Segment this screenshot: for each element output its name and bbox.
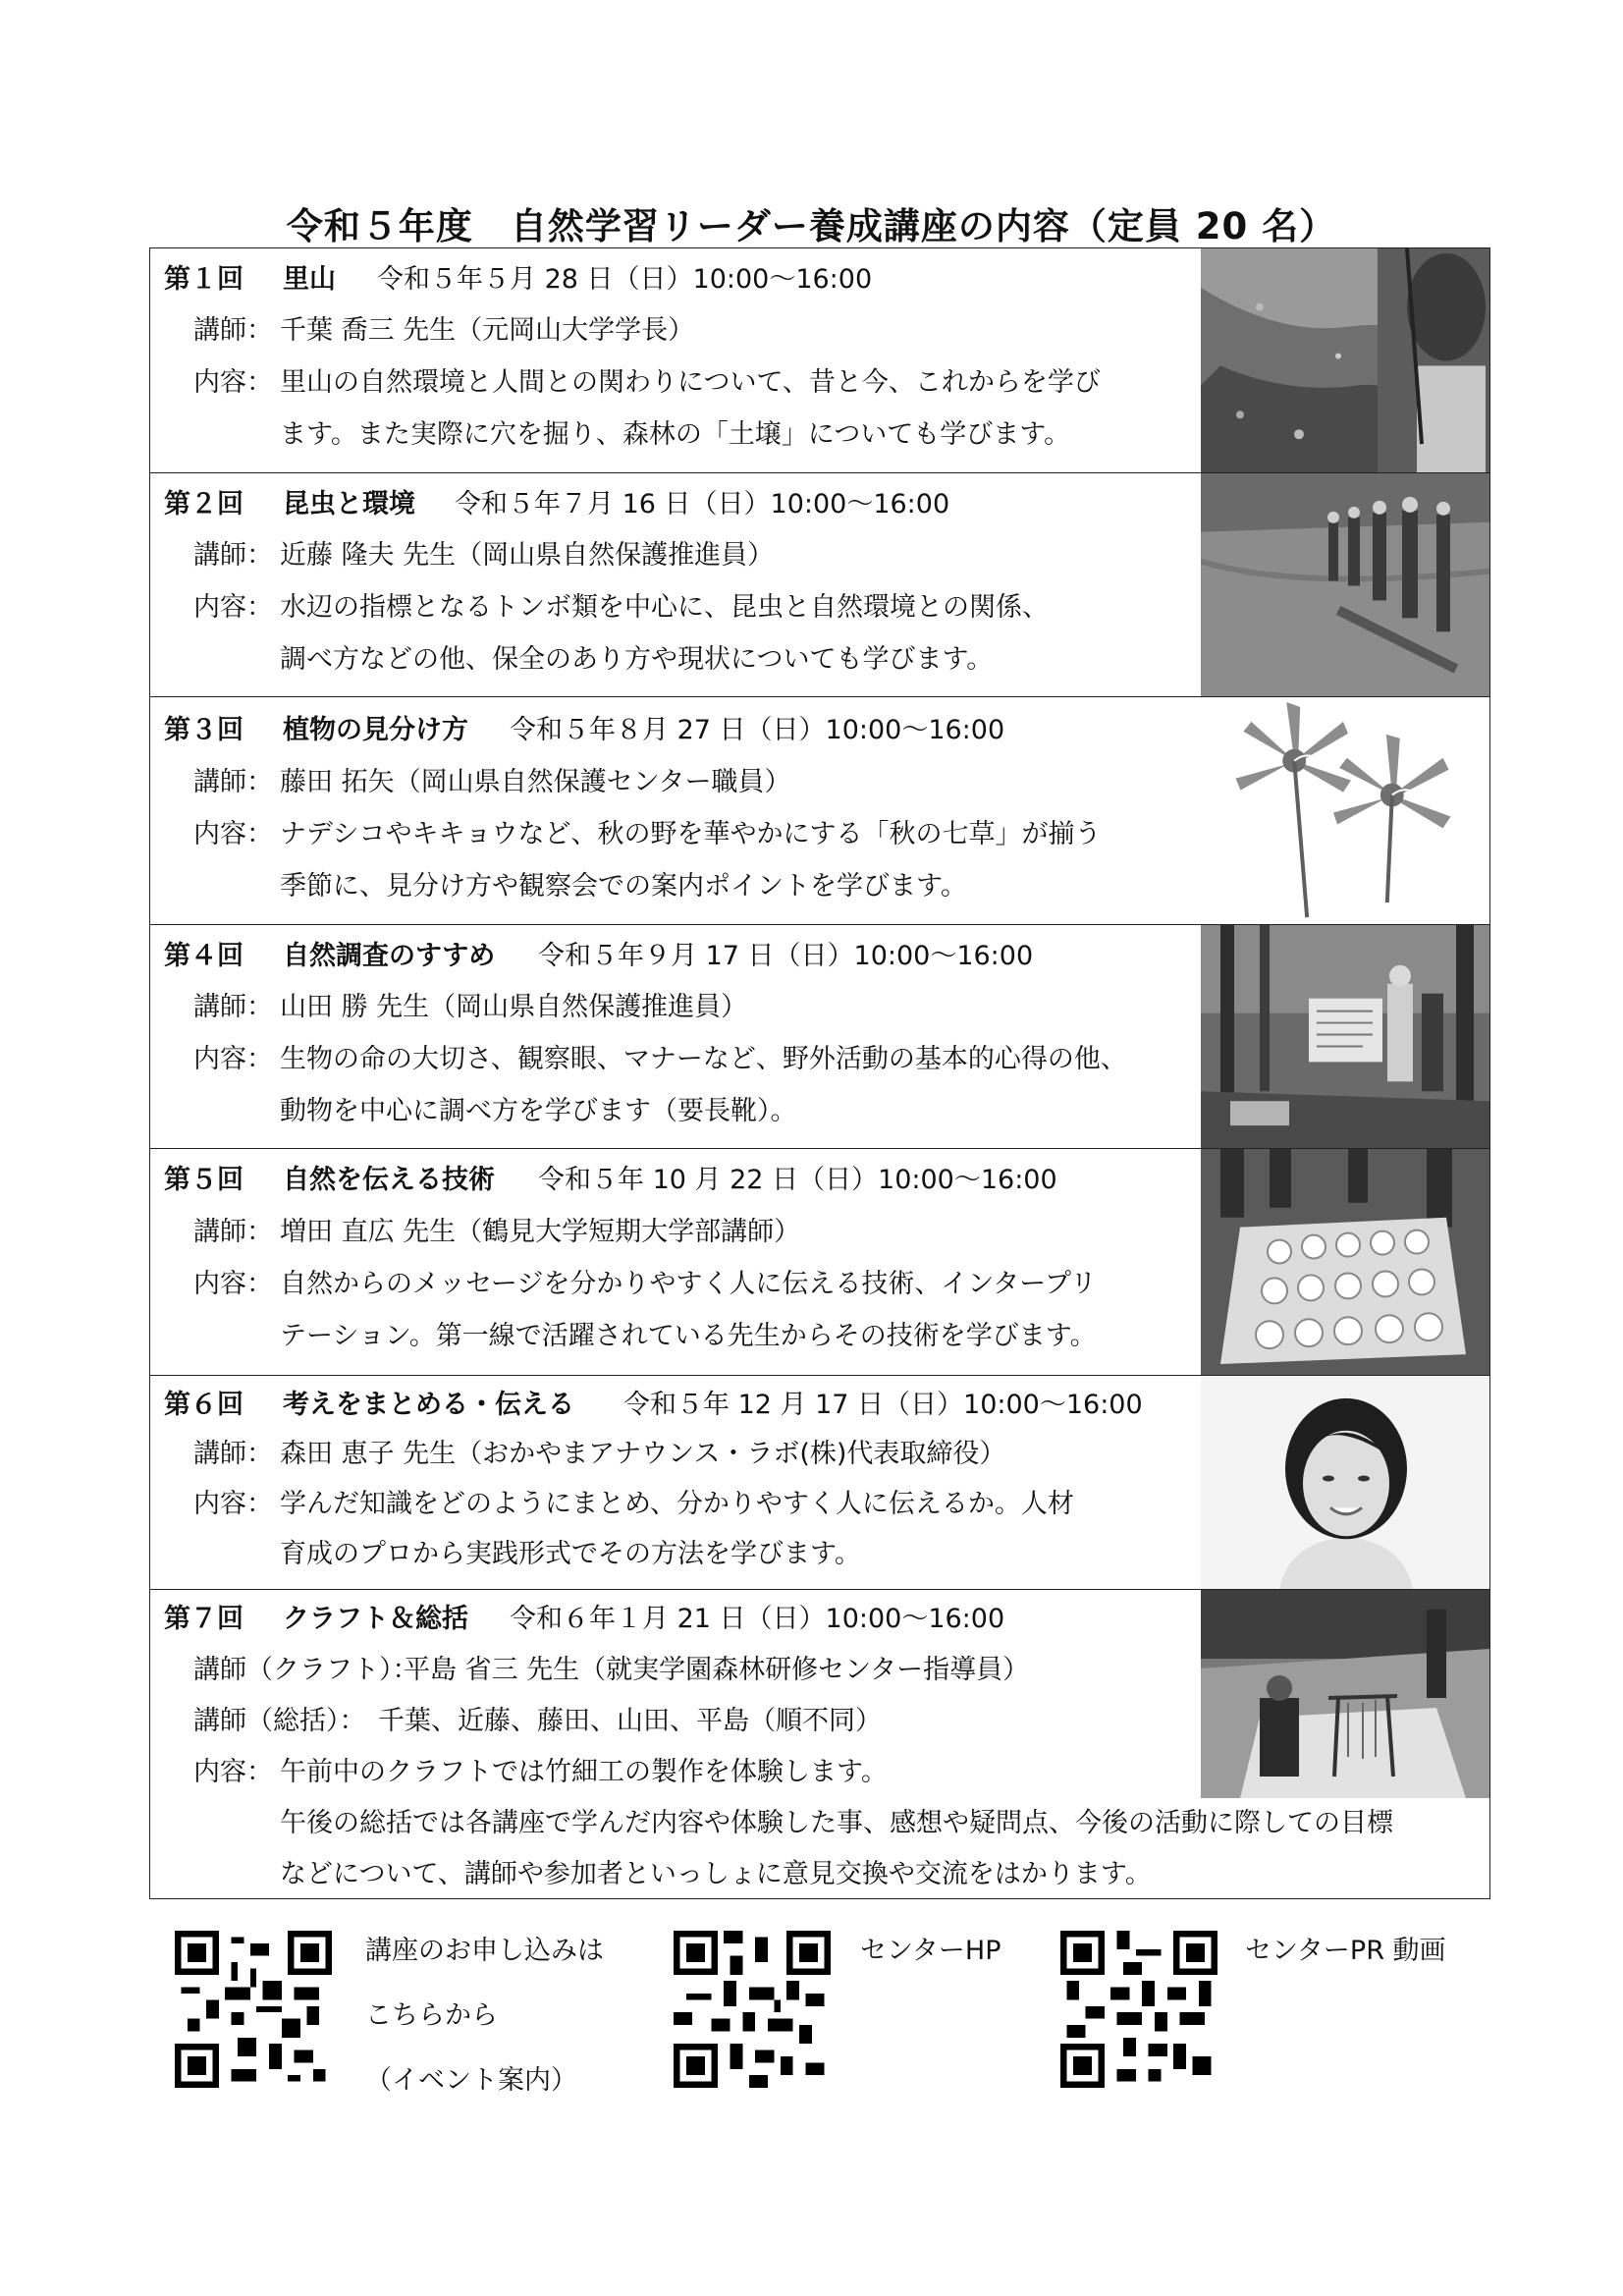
session-theme: 自然調査のすすめ — [283, 941, 496, 971]
line-text: 千葉 喬三 先生（元岡山大学学長） — [280, 315, 695, 346]
line-text: 午後の総括では各講座で学んだ内容や体験した事、感想や疑問点、今後の活動に際しての目標 — [280, 1808, 1393, 1838]
session-date: 令和５年 10 月 22 日（日）10:00～16:00 — [538, 1165, 1057, 1195]
session-3 — [150, 697, 1489, 925]
line-text: 育成のプロから実践形式でその方法を学びます。 — [280, 1539, 861, 1569]
session-theme: 考えをまとめる・伝える — [283, 1390, 574, 1420]
session-5 — [150, 1149, 1489, 1376]
line-label: 講師： — [193, 1439, 273, 1469]
sheet-with-plates-photo — [1201, 1149, 1489, 1375]
qr-label-line: 講座のお申し込みは — [365, 1936, 604, 1966]
line-text: 増田 直広 先生（鶴見大学短期大学部講師） — [280, 1217, 801, 1247]
qr-label-line: センターHP — [860, 1936, 1001, 1966]
line-label: 講師（総括）： — [193, 1706, 366, 1736]
line-label: 内容： — [193, 1489, 273, 1519]
qr-label-line: センターPR 動画 — [1245, 1936, 1446, 1966]
line-text: 山田 勝 先生（岡山県自然保護推進員） — [280, 992, 748, 1022]
qr-code-registration[interactable] — [175, 1931, 332, 2088]
line-text: 午前中のクラフトでは竹細工の製作を体験します。 — [280, 1757, 888, 1787]
line-text: 生物の命の大切さ、観察眼、マナーなど、野外活動の基本的心得の他、 — [280, 1044, 1127, 1074]
session-theme: 里山 — [283, 264, 336, 295]
session-number: 第２回 — [164, 489, 243, 519]
session-theme: クラフト＆総括 — [283, 1604, 468, 1634]
session-theme: 昆虫と環境 — [283, 489, 415, 519]
line-text: 平島 省三 先生（就実学園森林研修センター指導員） — [404, 1655, 1030, 1685]
line-text: 季節に、見分け方や観察会での案内ポイントを学びます。 — [280, 871, 967, 902]
session-number: 第５回 — [164, 1165, 243, 1195]
session-number: 第６回 — [164, 1390, 243, 1420]
line-text: 調べ方などの他、保全のあり方や現状についても学びます。 — [280, 644, 994, 675]
soil-digging-photo — [1201, 248, 1489, 472]
line-text: 里山の自然環境と人間との関わりについて、昔と今、これからを学び — [280, 367, 1101, 398]
line-label: 講師： — [193, 540, 273, 571]
nadeshiko-flower-illustration — [1201, 697, 1489, 924]
line-label: 講師（クラフト）： — [193, 1655, 419, 1685]
line-text: 学んだ知識をどのようにまとめ、分かりやすく人に伝えるか。人材 — [280, 1489, 1074, 1519]
qr-label-registration — [365, 1919, 604, 2113]
line-text: 藤田 拓矢（岡山県自然保護センター職員） — [280, 767, 791, 797]
line-text: テーション。第一線で活躍されている先生からその技術を学びます。 — [280, 1321, 1097, 1351]
line-text: 動物を中心に調べ方を学びます（要長靴）。 — [280, 1096, 797, 1126]
line-text: 千葉、近藤、藤田、山田、平島（順不同） — [378, 1706, 882, 1736]
session-1 — [150, 248, 1489, 473]
line-label: 内容： — [193, 1044, 273, 1074]
line-label: 内容： — [193, 367, 273, 398]
bamboo-craft-photo — [1201, 1590, 1489, 1798]
line-label: 内容： — [193, 819, 273, 849]
line-text: 水辺の指標となるトンボ類を中心に、昆虫と自然環境との関係、 — [280, 592, 1049, 623]
session-6 — [150, 1376, 1489, 1590]
session-date: 令和６年１月 21 日（日）10:00～16:00 — [510, 1604, 1005, 1634]
qr-code-center-hp[interactable] — [674, 1931, 831, 2088]
session-date: 令和５年５月 28 日（日）10:00～16:00 — [377, 264, 873, 295]
schedule-table — [149, 247, 1490, 1899]
line-label: 内容： — [193, 592, 273, 623]
line-text: 近藤 隆夫 先生（岡山県自然保護推進員） — [280, 540, 775, 571]
line-text: ナデシコやキキョウなど、秋の野を華やかにする「秋の七草」が揃う — [280, 819, 1102, 849]
qr-label-line: こちらから — [365, 2000, 498, 2031]
line-label: 講師： — [193, 315, 273, 346]
page-title: 令和５年度 自然学習リーダー養成講座の内容（定員 20 名） — [286, 205, 1337, 247]
line-label: 内容： — [193, 1757, 273, 1787]
line-label: 講師： — [193, 992, 273, 1022]
session-date: 令和５年 12 月 17 日（日）10:00～16:00 — [623, 1390, 1143, 1420]
session-theme: 植物の見分け方 — [283, 715, 468, 745]
qr-label-line: （イベント案内） — [365, 2065, 577, 2096]
line-label: 講師： — [193, 1217, 273, 1247]
qr-code-pr-video[interactable] — [1060, 1931, 1217, 2088]
session-theme: 自然を伝える技術 — [283, 1165, 495, 1195]
session-4 — [150, 925, 1489, 1149]
session-number: 第４回 — [164, 941, 243, 971]
wetland-walk-photo — [1201, 473, 1489, 696]
forest-lecture-photo — [1201, 925, 1489, 1148]
session-date: 令和５年７月 16 日（日）10:00～16:00 — [455, 489, 950, 519]
qr-label-center-hp — [860, 1919, 1001, 1984]
qr-label-pr-video — [1245, 1919, 1446, 1984]
line-text: などについて、講師や参加者といっしょに意見交換や交流をはかります。 — [280, 1859, 1152, 1889]
session-number: 第７回 — [164, 1604, 243, 1634]
line-text: 自然からのメッセージを分かりやすく人に伝える技術、インタープリ — [280, 1269, 1097, 1299]
session-date: 令和５年８月 27 日（日）10:00～16:00 — [510, 715, 1005, 745]
session-number: 第１回 — [164, 264, 243, 295]
line-label: 講師： — [193, 767, 273, 797]
session-number: 第３回 — [164, 715, 243, 745]
line-label: 内容： — [193, 1269, 273, 1299]
session-2 — [150, 473, 1489, 697]
line-text: ます。また実際に穴を掘り、森林の「土壌」についても学びます。 — [280, 419, 1071, 450]
session-7 — [150, 1590, 1489, 1900]
session-date: 令和５年９月 17 日（日）10:00～16:00 — [538, 941, 1034, 971]
lecturer-portrait-photo — [1201, 1376, 1489, 1589]
line-text: 森田 恵子 先生（おかやまアナウンス・ラボ(株)代表取締役） — [280, 1439, 1006, 1469]
